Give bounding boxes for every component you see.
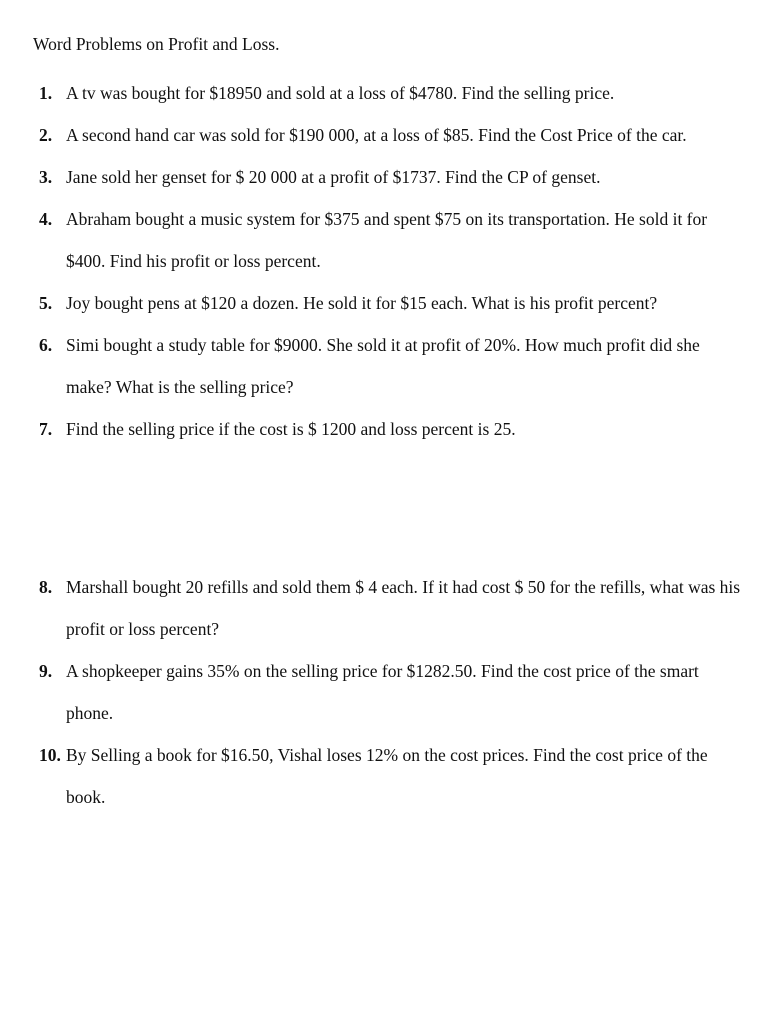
problem-number: 2.	[39, 125, 53, 145]
problem-text: Find the selling price if the cost is $ 1200 and loss percent is 25.	[66, 419, 516, 439]
problem-number: 10.	[39, 745, 61, 765]
problem-text: Marshall bought 20 refills and sold them $ 4 each. If it had cost $ 50 for the refills, what was his profit or loss percent?	[66, 577, 741, 639]
page-title: Word Problems on Profit and Loss.	[33, 34, 280, 54]
problem-text: A tv was bought for $18950 and sold at a loss of $4780. Find the selling price.	[66, 83, 615, 103]
problem-number: 1.	[39, 83, 53, 103]
problem-number: 5.	[39, 293, 53, 313]
problem-number: 4.	[39, 209, 53, 229]
problem-number: 9.	[39, 661, 53, 681]
problem-text: Joy bought pens at $120 a dozen. He sold it for $15 each. What is his profit percent?	[66, 293, 658, 313]
problem-text: Jane sold her genset for $ 20 000 at a profit of $1737. Find the CP of genset.	[66, 167, 601, 187]
problem-text: A shopkeeper gains 35% on the selling price for $1282.50. Find the cost price of the smart phone.	[66, 661, 699, 723]
problem-text: A second hand car was sold for $190 000, at a loss of $85. Find the Cost Price of the car.	[66, 125, 687, 145]
problem-number: 6.	[39, 335, 53, 355]
problem-number: 8.	[39, 577, 53, 597]
problem-text: By Selling a book for $16.50, Vishal loses 12% on the cost prices. Find the cost price of the book.	[66, 745, 708, 807]
problem-number: 7.	[39, 419, 53, 439]
problem-number: 3.	[39, 167, 53, 187]
problem-text: Simi bought a study table for $9000. She sold it at profit of 20%. How much profit did she make? What is the selling price?	[66, 335, 700, 397]
problem-text: Abraham bought a music system for $375 and spent $75 on its transportation. He sold it for $400. Find his profit or loss percent.	[66, 209, 708, 271]
